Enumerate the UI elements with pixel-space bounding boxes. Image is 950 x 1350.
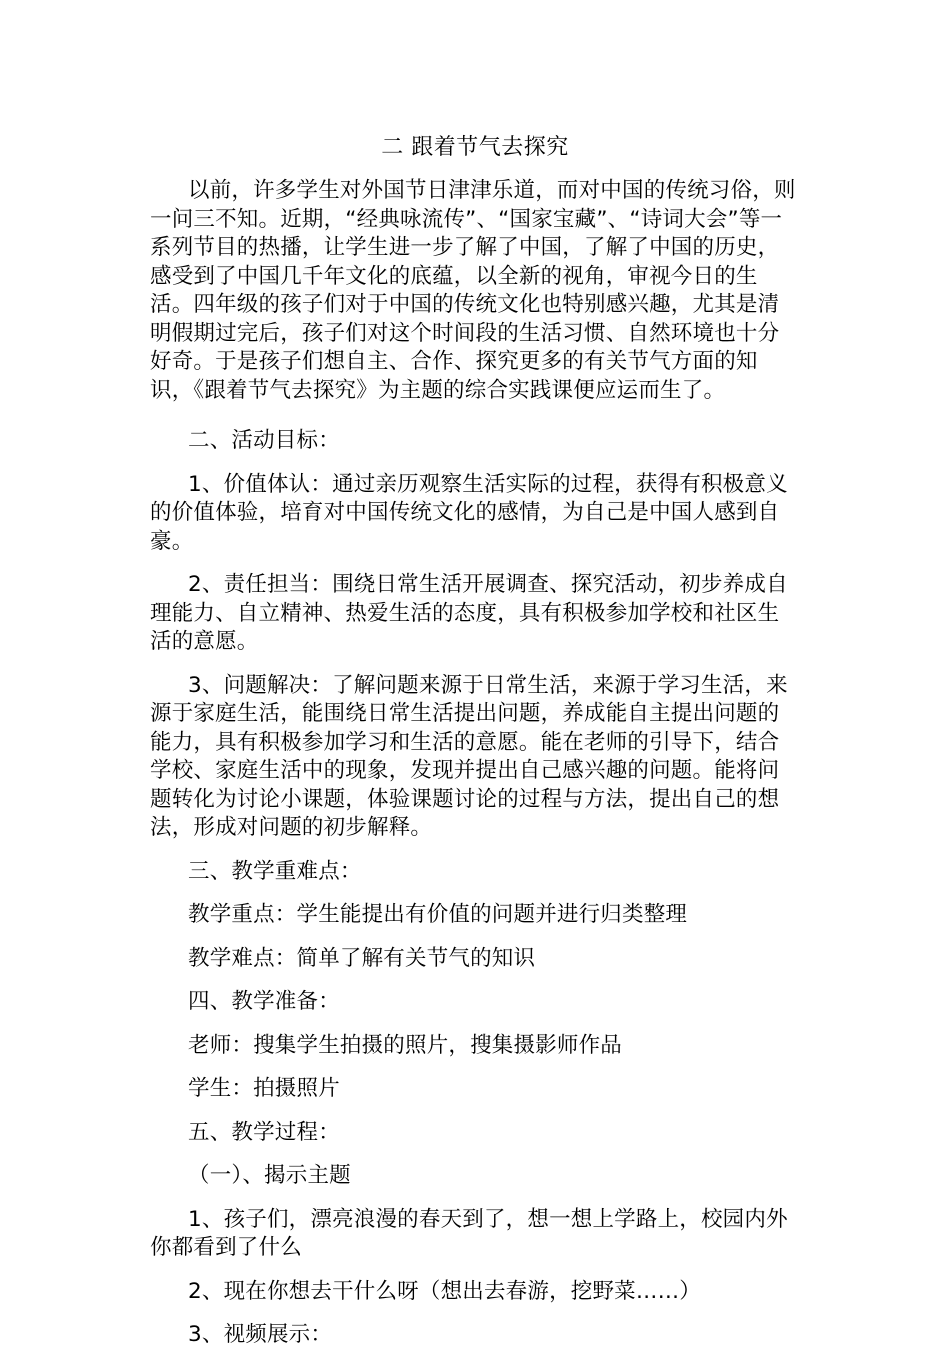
intro-paragraph: 以前，许多学生对外国节日津津乐道，而对中国的传统习俗，则一问三不知。近期，“经典咏流传”、“国家宝藏”、“诗词大会”等一系列节目的热播，让学生进一步了解了中国，了解了中国的历史，感受到了中国几千年文化的底蕴，以全新的视角，审视今日的生活。四年级的孩子们对于中国的传统文化也特别感兴趣，尤其是清明假期过完后，孩子们对这个时间段的生活习惯、自然环境也十分好奇。于是孩子们想自主、合作、探究更多的有关节气方面的知识，《跟着节气去探究》为主题的综合实践课便应运而生了。 — [150, 178, 796, 403]
step-item-3: 3、视频展示： — [188, 1322, 333, 1347]
key-point-text: 教学重点：学生能提出有价值的问题并进行归类整理 — [188, 902, 688, 927]
section-heading-goals: 二、活动目标： — [188, 428, 340, 453]
document-title: 二 跟着节气去探究 — [381, 135, 569, 160]
goal-item-3: 3、问题解决：了解问题来源于日常生活，来源于学习生活，来源于家庭生活，能围绕日常生活提出问题，养成能自主提出问题的能力，具有积极参加学习和生活的意愿。能在老师的引导下，结合学校、家庭生活中的现象，发现并提出自己感兴趣的问题。能将问题转化为讨论小课题，体验课题讨论的过程与方法，提出自己的想法，形成对问题的初步解释。 — [150, 672, 788, 840]
goal-item-2: 2、责任担当：围绕日常生活开展调查、探究活动，初步养成自理能力、自立精神、热爱生活的态度，具有积极参加学校和社区生活的意愿。 — [150, 572, 788, 654]
step-heading-reveal-theme: （一）、揭示主题 — [188, 1163, 351, 1188]
section-heading-preparation: 四、教学准备： — [188, 989, 340, 1014]
section-heading-key-points: 三、教学重难点： — [188, 858, 362, 884]
teacher-preparation-text: 老师：搜集学生拍摄的照片，搜集摄影师作品 — [188, 1032, 623, 1058]
step-item-2: 2、现在你想去干什么呀（想出去春游，挖野菜……） — [188, 1278, 701, 1304]
section-heading-process: 五、教学过程： — [188, 1119, 340, 1145]
difficult-point-text: 教学难点：简单了解有关节气的知识 — [188, 945, 536, 971]
step-item-1: 1、孩子们，漂亮浪漫的春天到了，想一想上学路上，校园内外你都看到了什么 — [150, 1206, 788, 1260]
goal-item-1: 1、价值体认：通过亲历观察生活实际的过程，获得有积极意义的价值体验，培育对中国传统文化的感情，为自己是中国人感到自豪。 — [150, 471, 788, 554]
student-preparation-text: 学生：拍摄照片 — [188, 1076, 340, 1101]
document-page — [150, 133, 800, 1350]
